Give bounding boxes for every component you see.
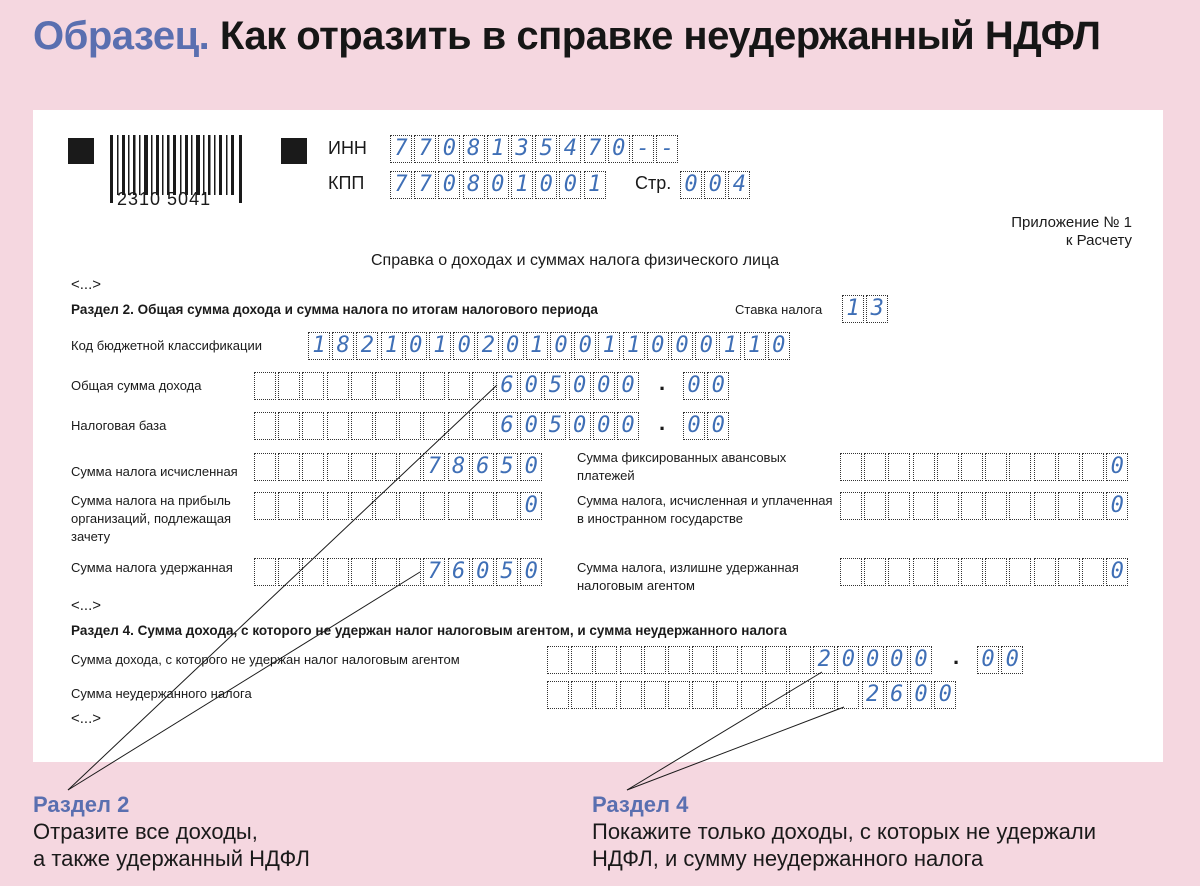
s4-income-cell: 0 — [862, 646, 884, 674]
tax-calc-label: Сумма налога исчисленная — [71, 464, 238, 479]
appendix-line-2: к Расчету — [1065, 232, 1132, 249]
tax-base-cell: 0 — [593, 412, 615, 440]
withheld-cell: 6 — [448, 558, 470, 586]
pointer-line-unwithheld — [627, 707, 844, 790]
total-income-kop-cell: 0 — [707, 372, 729, 400]
tax-base-kop-cell: 0 — [683, 412, 705, 440]
kpp-label: КПП — [328, 173, 365, 193]
rate-label: Ставка налога — [735, 302, 823, 317]
kbk-cell: 0 — [647, 332, 669, 360]
tax-base-kop-cell: 0 — [707, 412, 729, 440]
kpp-cell: 7 — [390, 171, 412, 199]
kpp-cell: 7 — [414, 171, 436, 199]
barcode-number: 2310 5041 — [117, 189, 212, 209]
total-income-cell: 0 — [569, 372, 591, 400]
profit-tax-label: Сумма налога на прибыль организаций, подлежащая зачету — [71, 493, 232, 544]
kbk-cell: 0 — [574, 332, 596, 360]
page-cell: 0 — [680, 171, 702, 199]
kbk-cell: 1 — [623, 332, 645, 360]
ellipsis-1: <...> — [71, 276, 102, 293]
inn-cell: 0 — [438, 135, 460, 163]
withheld-cell: 0 — [520, 558, 542, 586]
total-income-cell: 0 — [520, 372, 542, 400]
inn-cell: 1 — [487, 135, 509, 163]
inn-cell: 4 — [559, 135, 581, 163]
kpp-cell: 0 — [559, 171, 581, 199]
pointer-line-withheld — [68, 572, 420, 790]
note-section2-line2: а также удержанный НДФЛ — [33, 846, 310, 871]
unwithheld-label: Сумма неудержанного налога — [71, 686, 252, 701]
note-section2-title: Раздел 2 — [33, 792, 130, 817]
inn-cell: - — [656, 135, 678, 163]
total-income-cell: 0 — [617, 372, 639, 400]
s4-income-point: . — [953, 644, 960, 669]
tax-base-cell: 5 — [544, 412, 566, 440]
unwithheld-cell: 0 — [910, 681, 932, 709]
inn-cell: - — [632, 135, 654, 163]
s4-income-cell: 0 — [886, 646, 908, 674]
total-income-label: Общая сумма дохода — [71, 378, 202, 393]
kbk-cell: 1 — [381, 332, 403, 360]
inn-cell: 3 — [511, 135, 533, 163]
kbk-cell: 1 — [719, 332, 741, 360]
note-section4-title: Раздел 4 — [592, 792, 689, 817]
kbk-cell: 0 — [768, 332, 790, 360]
rate-cell: 3 — [866, 295, 888, 323]
s4-income-cell: 0 — [910, 646, 932, 674]
appendix-line-1: Приложение № 1 — [1011, 214, 1132, 231]
kpp-cell: 1 — [511, 171, 533, 199]
page-label: Стр. — [635, 173, 672, 193]
section2-title: Раздел 2. Общая сумма дохода и сумма налога по итогам налогового периода — [71, 302, 598, 317]
kbk-cell: 1 — [429, 332, 451, 360]
page-cell: 0 — [704, 171, 726, 199]
kbk-cell: 2 — [477, 332, 499, 360]
tax-calc-cell: 6 — [472, 453, 494, 481]
inn-cell: 5 — [535, 135, 557, 163]
kbk-cell: 1 — [744, 332, 766, 360]
fixed-adv-label: Сумма фиксированных авансовых платежей — [577, 450, 787, 483]
kbk-cell: 1 — [308, 332, 330, 360]
kpp-cell: 1 — [584, 171, 606, 199]
inn-cell: 8 — [463, 135, 485, 163]
tax-base-cell: 0 — [617, 412, 639, 440]
ellipsis-3: <...> — [71, 710, 102, 727]
page-cell: 4 — [728, 171, 750, 199]
withheld-cell: 0 — [472, 558, 494, 586]
pointer-line-total-income — [68, 385, 497, 790]
fixed-adv-cell: 0 — [1106, 453, 1128, 481]
foreign-tax-cell: 0 — [1106, 492, 1128, 520]
tax-base-cell: 0 — [520, 412, 542, 440]
kpp-cell: 0 — [438, 171, 460, 199]
unwithheld-cell: 2 — [862, 681, 884, 709]
kbk-cell: 0 — [502, 332, 524, 360]
form-title: Справка о доходах и суммах налога физического лица — [371, 252, 780, 269]
tax-base-label: Налоговая база — [71, 418, 167, 433]
inn-cell: 7 — [414, 135, 436, 163]
total-income-cell: 0 — [593, 372, 615, 400]
kbk-cell: 0 — [550, 332, 572, 360]
kbk-cell: 0 — [453, 332, 475, 360]
inn-cell: 7 — [584, 135, 606, 163]
kbk-cell: 0 — [671, 332, 693, 360]
note-section4-line2: НДФЛ, и сумму неудержанного налога — [592, 846, 984, 871]
ellipsis-2: <...> — [71, 597, 102, 614]
tax-base-point: . — [659, 410, 666, 435]
section4-title: Раздел 4. Сумма дохода, с которого не удержан налог налоговым агентом, и сумма неудержанного налога — [71, 623, 787, 638]
total-income-cell: 6 — [496, 372, 518, 400]
note-section4-line1: Покажите только доходы, с которых не удержали — [592, 819, 1096, 844]
s4-income-kop-cell: 0 — [1001, 646, 1023, 674]
kpp-cell: 0 — [535, 171, 557, 199]
s4-income-cell: 2 — [813, 646, 835, 674]
title-main: Как отразить в справке неудержанный НДФЛ — [219, 14, 1101, 58]
s4-income-cell: 0 — [837, 646, 859, 674]
excess-label: Сумма налога, излишне удержанная налоговым агентом — [577, 560, 799, 593]
kbk-cell: 0 — [695, 332, 717, 360]
tax-base-cell: 6 — [496, 412, 518, 440]
kbk-cell: 2 — [356, 332, 378, 360]
kbk-label: Код бюджетной классификации — [71, 338, 262, 353]
tax-calc-cell: 7 — [423, 453, 445, 481]
total-income-kop-cell: 0 — [683, 372, 705, 400]
s4-income-label: Сумма дохода, с которого не удержан налог налоговым агентом — [71, 652, 460, 667]
tax-base-cell: 0 — [569, 412, 591, 440]
withheld-cell: 5 — [496, 558, 518, 586]
kbk-cell: 0 — [405, 332, 427, 360]
profit-tax-cell: 0 — [520, 492, 542, 520]
foreign-tax-label: Сумма налога, исчисленная и уплаченная в иностранном государстве — [577, 493, 833, 526]
withheld-cell: 7 — [423, 558, 445, 586]
inn-label: ИНН — [328, 138, 367, 158]
withheld-label: Сумма налога удержанная — [71, 560, 233, 575]
tax-calc-cell: 8 — [448, 453, 470, 481]
excess-cell: 0 — [1106, 558, 1128, 586]
tax-calc-cell: 5 — [496, 453, 518, 481]
kbk-cell: 1 — [526, 332, 548, 360]
kpp-cell: 8 — [463, 171, 485, 199]
tax-calc-cell: 0 — [520, 453, 542, 481]
rate-cell: 1 — [842, 295, 864, 323]
title-accent: Образец. — [33, 14, 210, 58]
pointer-line-s4-income — [627, 672, 822, 790]
s4-income-kop-cell: 0 — [977, 646, 999, 674]
kbk-cell: 1 — [598, 332, 620, 360]
total-income-cell: 5 — [544, 372, 566, 400]
inn-cell: 7 — [390, 135, 412, 163]
unwithheld-cell: 6 — [886, 681, 908, 709]
unwithheld-cell: 0 — [934, 681, 956, 709]
note-section2-line1: Отразите все доходы, — [33, 819, 258, 844]
kpp-cell: 0 — [487, 171, 509, 199]
kbk-cell: 8 — [332, 332, 354, 360]
inn-cell: 0 — [608, 135, 630, 163]
total-income-point: . — [659, 370, 666, 395]
